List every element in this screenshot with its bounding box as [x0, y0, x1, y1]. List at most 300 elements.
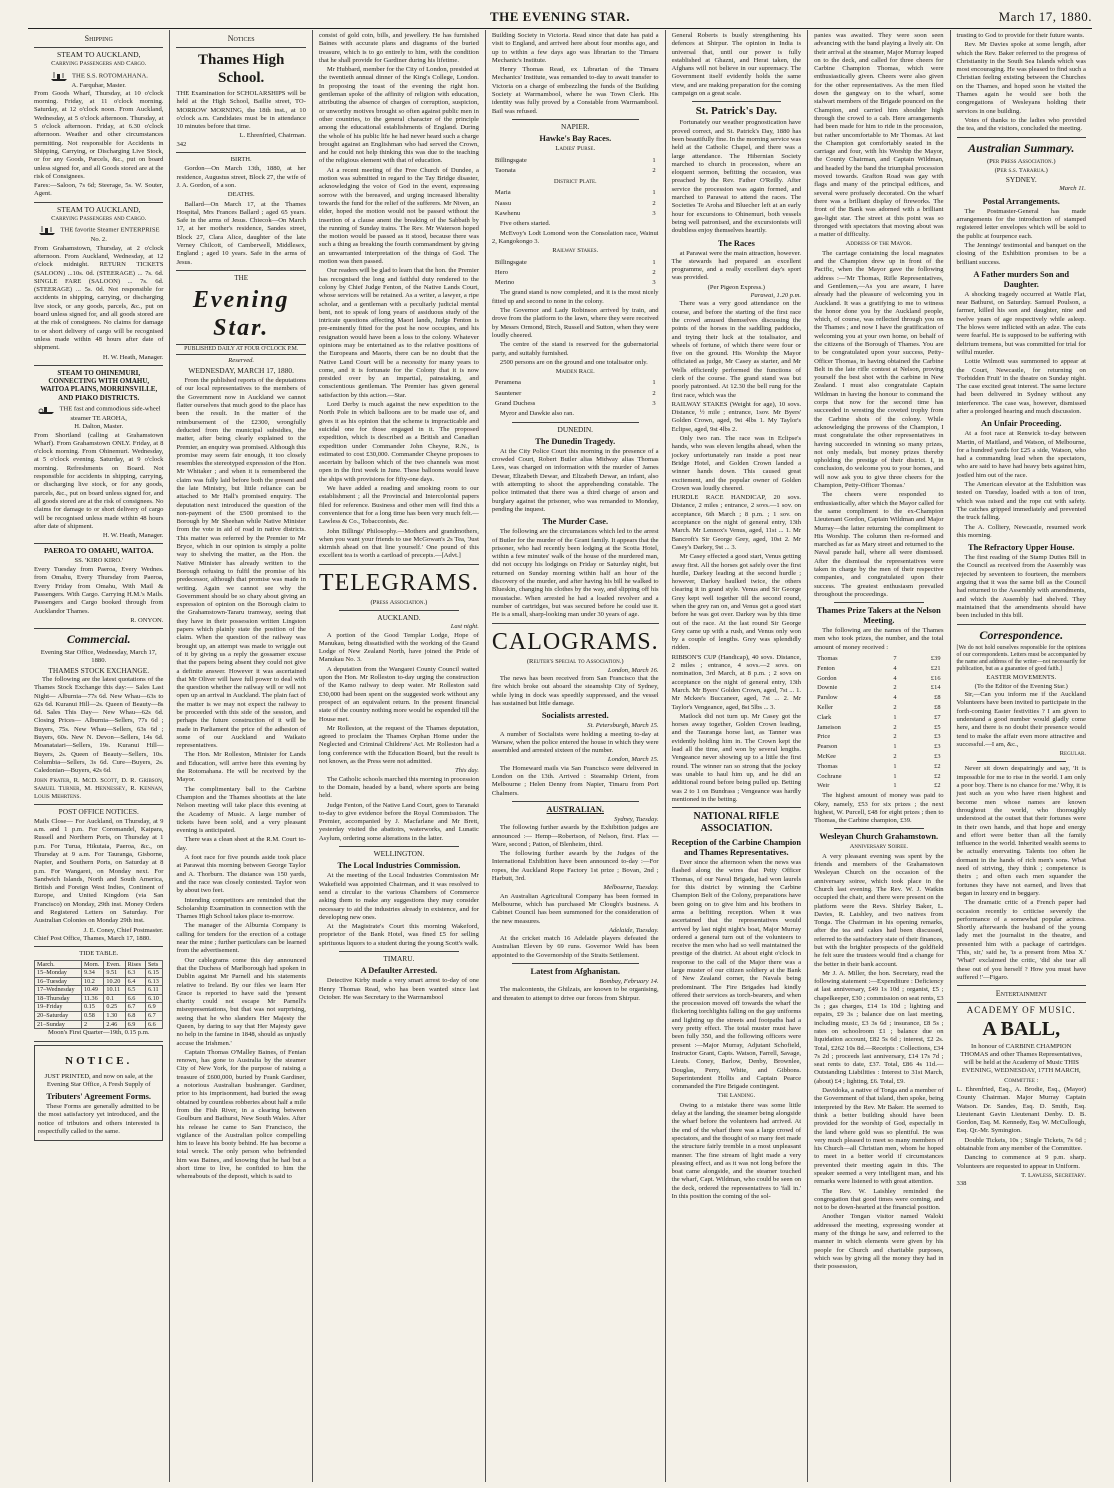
news-tea-advert: John Billings' Philosophy.—Mothers and grandmothers, when you want your friends to use McGowan's 2s Tea, 'Just skirnish ahead on that line yourself.' One pound of this excellent tea is worth a cartload of precepts.—[Advt.] — [318, 527, 479, 560]
divider — [957, 624, 1086, 625]
tide-cell: 6.10 — [145, 994, 163, 1003]
column-4 — [486, 30, 666, 1482]
horse-name: Billingsgate — [494, 156, 527, 164]
divider — [957, 1002, 1086, 1003]
placing: 1 — [652, 189, 656, 197]
race-name: District Plate. — [553, 178, 597, 186]
divider — [319, 564, 479, 565]
ship-master: A. Farquhar, Master. — [71, 81, 126, 89]
socialists-heading: Socialists arrested. — [541, 711, 609, 721]
news-baines: Captain Thomas O'Malley Baines, of Fenian renown, has gone to Australia by the steamer City of New York, for the purpose of raising a treasure of £600,000, buried by Frank Gardiner, a notorious Australian bushranger. Gardiner, prior to his imprisonment, had buried the swag obtained by countless robberies about half a mile from the Fish River, in a clearing between Goulburn and Bathurst, New South Wales. After his release he came to San Francisco, the vigilance of the Australian police compelling him to leave his booty behind. He has become a total wreck. The only person who befriended him was Baines, and knowing that he had but a short time to live, he confided to him the whereabouts of the deposit, which is said to — [176, 1048, 306, 1181]
news-finances: Mr J. A. Miller, the hon. Secretary, read the following statement :—Expenditure : Deficiency at last anniversary, £49 1s 10d ; organist, £5 ; chapelkeeper, £30 ; commission on seat rents, £3 3s ; gas charges, £14 1s 10d ; lighting and repairs, £9 3s ; balance due on last meeting, including music, £3 3s 6d ; insurance, £8 5s ; rates on schoolroom £1 ; balance due on liquidation account, £82 5s 6d ; interest, £2 2s. Total, £262 10s 8d.—Receipts : Collections, £34 7s 2d ; proceeds last anniversary, £14 17s 7d ; seat rents to date, £37. Total, £86 4s 11d.—Outstanding Liabilities : Interest to 31st March, (about) £4 ; lighting, £6. Total, £9. — [814, 969, 944, 1085]
tide-cell: 0.1 — [104, 994, 125, 1003]
reception-heading: Reception of the Carbine Champion and Thames Representatives. — [671, 838, 802, 858]
divider — [339, 846, 459, 847]
prize-count: 1 — [893, 772, 897, 780]
prize-row — [816, 704, 941, 712]
prize-count: 2 — [893, 684, 897, 692]
news-waloki: Another Tongan visitor named Waloki addressed the meeting, expressing wonder at many of the things he saw, and referred to the manner in which elements were given by his people for Church and charitable purposes, which was by giving all the money they had in their possession, — [814, 1213, 944, 1271]
divider — [834, 828, 923, 829]
news-wangarei: A deputation from the Wangarei County Council waited upon the Hon. Mr Rolleston to-day urging the construction of the Kamo railway to deep water. Mr Rolleston said £30,000 had been spent on the suggested work without any prospect of an equivalent return. In the present financial state of the country nothing more would be expended till the House met. — [318, 665, 479, 723]
divider — [512, 801, 639, 802]
tide-cell: 21–Sunday — [35, 1020, 82, 1029]
ship-te-aroha — [34, 403, 163, 423]
ship-fares: Fares:—Saloon, 7s 6d; Steerage, 5s. W. Souter, Agent. — [34, 182, 164, 198]
news-trust: trusting to God to provide for their future wants. — [956, 32, 1085, 39]
telegrams-subheading: (Press Association.) — [370, 598, 428, 606]
ship-schedule: From Grahamstown, Thursday, at 2 o'clock afternoon. From Auckland, Wednesday, at 12 o'clock midnight. RETURN TICKETS (SALOON) ...10s. 0d. (STEERAGE) ... 7s. 6d. SINGLE FARE (SALOON) ... 7s. 6d. (STEERAGE) ... 5s. 0d. Not responsible for accidents in shipping, carrying, or discharging live stock, or any goods, parcels, &c., put on board unless signed for, and all goods stored are at the risk of consignees. No claims for damage to or short delivery of cargo will be recognised unless made within 48 hours after date of shipment. — [34, 244, 164, 352]
result-row — [494, 390, 657, 398]
steamship-icon — [37, 403, 55, 415]
tide-cell: 6.7 — [125, 1003, 145, 1012]
news-foot-race: A foot race for five pounds aside took place at Parawai this morning between George Taylor and A. Thorburn. The distance was 150 yards, and the race was closely contested. Taylor won by about two feet. — [176, 854, 306, 895]
news-maori-lands: Our readers will be glad to learn that the hon. the Premier has recognised the long and faithful duty rendered to the colony by Chief Judge Fenton, of the Native Lands Court, whose services will be retained. As a writer, a lawyer, a ripe scholar, and a gentleman with a peculiarly judicial mental bent, not to speak of long years of assiduous study of the intricate questions affecting Maori lands, Judge Fenton is pre-eminently fitted for the post he now occupies, and his resignation would have been a loss to the colony. Whatever opinions may be entertained as to the relative positions of the Europeans and Maoris, there can be no doubt that the Native Land Court will be a necessity for many years to come, and it is fortunate for the Colony that it is now presided over by an impartial, painstaking, and conscientious gentleman. The Premier has given general satisfaction by this action.—Star. — [318, 267, 479, 399]
notice-tail: These Forms are generally admitted to be the most satisfactory yet introduced, and the notice of tributors and others interested is respectfully called to the same. — [38, 1103, 160, 1136]
dateline: London, March 16. — [607, 666, 659, 674]
australian-heading: AUSTRALIAN. — [546, 804, 604, 814]
result-row — [494, 189, 657, 197]
the-label: THE — [234, 273, 248, 282]
notice-item: Tributers' Agreement Forms. — [46, 1092, 152, 1102]
race-results — [492, 377, 659, 410]
unfair-heading: An Unfair Proceeding. — [981, 419, 1062, 429]
dateline: Melbourne, Tuesday. — [603, 884, 659, 892]
tide-cell: 16–Tuesday — [35, 977, 82, 986]
news-mayor-address: The carriage containing the local magnates and the Champion drew up in front of the Pacific, when the Mayor gave the following address :—'Mr Thomas, Rifle Representatives, and Gentlemen,—As you are aware, I have already had the pleasure of welcoming you in Auckland. It was a gratifying to me to witness the honor done you by the Auckland people, which, of course, was reflected through you on the Thames ; and now I have the gratification of welcoming you at your own home, on behalf of the citizens of the Borough of Thames. You are to be congratulated upon your success, Petty-Officer Thomas, in having obtained the Carbine Belt in the late rifle contest at Nelson, proving yourself the best shot with the carbine in New Zealand. I must also congratulate Captain Wildman in having the honour to command the corps that now for the second time has succeeded in wresting the coveted trophy from the Carbine shots of the colony. While acknowledging the prowess of the Champion, I must congratulate the other representatives in having succeeded in winning so many prizes, not only medals, but money prizes thereby upholding the prestige of their district. I, in conclusion, do welcome you to your homes, and will now ask you to give three cheers for the Champion, Petty-Officer Thomas.' — [814, 249, 944, 490]
prize-row — [816, 773, 941, 781]
paper-date: March 17, 1880. — [998, 9, 1092, 24]
tide-column-header: Even. — [104, 960, 125, 969]
prize-winner: McKee — [817, 753, 836, 761]
horse-name: Taonata — [494, 166, 516, 174]
race-note: Five others started. — [499, 220, 551, 228]
tide-cell: 6.9 — [145, 1003, 163, 1012]
news-davies: Rev. Mr Davies spoke at some length, after which the Rev. Baker referred to the progress of Christianity in the South Sea Islands which was most encouraging. He was pleased to find such a Christian feeling existing between the Churches on the Thames, and hoped soon he visited the Thames again he would see both the congregations of Wesleyans holding their services in one building. — [956, 41, 1086, 115]
prize-amount: £5 — [934, 723, 941, 731]
tide-cell: 10.11 — [104, 986, 125, 995]
summary-source: (Per Press Association.) — [986, 157, 1056, 165]
prize-amount: £2 — [934, 782, 941, 790]
ball-dancing: Dancing to commence at 9 p.m. sharp. Volunteers are requested to appear in Uniform. — [956, 1154, 1086, 1170]
prize-table — [814, 653, 943, 792]
horse-name: Merino — [494, 279, 515, 287]
prize-summary: The highest amount of money was paid to Okey, namely, £53 for six prizes ; the next highest, W. Purcell, £48 for eight prizes ; then to Thomas, the Carbine champion, £39. — [814, 792, 944, 825]
entertainment-heading: Entertainment — [995, 989, 1047, 999]
placing: 2 — [652, 199, 656, 207]
dateline: March 11. — [1059, 185, 1086, 193]
prize-count: 1 — [893, 713, 897, 721]
dunedin-heading: DUNEDIN. — [557, 424, 594, 434]
tide-cell: 6.9 — [125, 1020, 145, 1029]
column-5 — [666, 30, 808, 1482]
prize-row — [816, 763, 941, 771]
post-office-notices: Mails Close— For Auckland, on Thursday, at 9 a.m. and 1 p.m. For Coromandel, Kaipara, Russell and Northern Ports, on Thursday at 1 p.m. For Turua, Hikutaia, Paeroa, &c., on Thursday at 9 a.m. For Tauranga, Gisborne, Napier, and Southern Ports, on Saturday at 8 p.m. For Wangarei, on Monday next. For Sandwich Islands, North and South America, British and Foreign West Indies, Continent of Europe, and United Kingdom (via San Francisco) on Monday, 29th inst. Money Orders and Registered Letters on Saturday. For Australian Colonies on Monday 29th inst. — [34, 817, 164, 925]
news-unfair: At a foot race at Renwick to-day between Martin, of Maitland, and Watson, of Melbourne, for a hundred yards for £25 a side, Watson, who had a commanding lead when the spectators, who are said to have had heavy bets against him, jostled him out of the race. — [956, 430, 1086, 479]
ship-schedule: From Goods Wharf, Thursday, at 10 o'clock morning. Friday, at 11 o'clock morning. Saturday, at 12 o'clock noon. From Auckland, Wednesday, at 5 o'clock afternoon. Thursday, at 5 o'clock afternoon. Friday, at 6.30 o'clock afternoon. Weather and other circumstances permitting. Not responsible for Accidents in Shipping, Carrying, or Discharging Live Stock, or for any Goods, Parcels, &c., put on board unless signed for, and all Goods stored are at the risk of Consignees. — [34, 89, 164, 180]
prize-count: 4 — [893, 694, 897, 702]
result-row — [494, 269, 657, 277]
steam-heading: STEAM TO AUCKLAND, — [56, 204, 141, 214]
race-hurdle: HURDLE RACE HANDICAP, 20 sovs. Distance, 2 miles ; entrance, 2 sovs.—1 sov. on acceptance, 6th March ; 8 p.m. ; 1 sov. on acceptance on the night of general entry, 13th March. Mr Lennox's Venus, aged, 11st ... 1. Mr Bancroft's Sir George Grey, aged, 10st 2. Mr Casey's Darkey, 9st ... 3. — [671, 494, 802, 551]
prize-count: 2 — [893, 704, 897, 712]
prize-amount: £2 — [934, 772, 941, 780]
landing-heading: The Landing. — [717, 1092, 756, 1100]
tide-cell: 9.34 — [82, 969, 104, 978]
race-railway-stakes: RAILWAY STAKES (Weight for age), 10 sovs. Distance, ½ mile ; entrance, 1sov. Mr Byers' Golden Crown, aged, 9st 4lbs 1. My Taylor's Eclipse, aged, 9st 4lbs 2. — [671, 400, 802, 433]
divider — [957, 137, 1086, 138]
school-notice: THE Examination for SCHOLARSHIPS will be held at the High School, Baillie street, TO-MORROW MORNING, the 18th inst., at 10 o'clock a.m. Candidates must be in attendance 10 minutes before that time. — [176, 90, 306, 131]
ship-name: THE favorite Steamer ENTERPRISE No. 2. — [60, 226, 160, 244]
news-races: at Parawai were the main attraction, however. The stewards had prepared an excellent programme, and a really excellent day's sport was provided. — [671, 249, 802, 282]
placing: 3 — [652, 399, 656, 407]
notice-text: JUST PRINTED, and now on sale, at the Evening Star Office, A Fresh Supply of — [44, 1072, 153, 1088]
placing: 2 — [652, 268, 656, 276]
steamship-icon — [38, 224, 56, 236]
sydney-heading: SYDNEY. — [1005, 175, 1037, 185]
news-votes: Votes of thanks to the ladies who provided the tea, and the visitors, concluded the meeting. — [956, 116, 1086, 133]
news-soiree: A very pleasant evening was spent by the friends and members of the Grahamstown Wesleyan Church on the occasion of the anniversary soiree, which took place in the Church last evening. The Rev. W. J. Watkin occupied the chair, and there were present on the platform were the Revs. Shirley Baker, L. Davies, R. Laishley, and two natives from Tonga. The Chairman in his opening remarks, after the tea and cakes had been discussed, referred to the satisfactory state of their finances, but with the brighter prospects of the goldfield he felt sure the trustees would find a change for the better in their bank account. — [814, 852, 944, 968]
tide-table — [34, 960, 163, 1030]
horse-name: Peramena — [494, 379, 521, 387]
tide-column-header: Sets — [145, 960, 163, 969]
news-cheers: The cheers were responded to enthusiastically, after which the Mayor called for the same compliment to the ex-Champion Lieutenant Gordon, Captain Wildman and Major Murray—the latter returning the compliment to His Worship. The column then re-formed and marched as far as Mary street and returned to the Naval parade hall, where all were dismissed. After the dismissal the representatives were taken in charge by the men of their respective companies, and congratulated upon their success. The greatest enthusiasm prevailed throughout the proceedings. — [814, 491, 944, 598]
news-postal: The Postmaster-General has made arrangements for the introduction of stamped registered letter envelopes which will be sold to the public at fourpence each. — [956, 207, 1086, 240]
postal-heading: Postal Arrangements. — [982, 196, 1060, 206]
news-court: There was a clean sheet at the R.M. Court to-day. — [176, 836, 306, 852]
result-row — [494, 167, 657, 175]
tide-table-heading: TIDE TABLE. — [79, 950, 119, 958]
news-defaulter: Detective Kirby made a very smart arrest to-day of one Henry Thomas Read, who has been wanted since last October. He was Secretary to the Warrnambool — [318, 977, 479, 1001]
correspondence-note: [We do not hold ourselves responsible for the opinions of our correspondents. Letters must be accompanied by the name and address of the writer—not necessarily for publication, but as a guarantee of good faith.] — [956, 644, 1086, 672]
column-2 — [170, 30, 312, 1482]
prize-count: 2 — [893, 733, 897, 741]
placing: 1 — [652, 156, 656, 164]
tide-cell: 0.15 — [82, 1003, 104, 1012]
tide-cell: 6.6 — [125, 994, 145, 1003]
tide-row — [35, 1012, 163, 1021]
publication-line: PUBLISHED DAILY AT FOUR O'CLOCK P.M. — [176, 344, 305, 354]
horse-name: Grand Duchess — [494, 399, 536, 407]
race-results — [492, 187, 659, 220]
horse-name: Nassu — [494, 199, 512, 207]
ship-schedule: From Shortland (calling at Grahamstown Wharf). From Grahamstown ONLY. Friday, at 8 o'clock morning. From Ohinemuri. Wednesday, at 5 o'clock evening. Saturday, at 9 o'clock morning. Refreshments on Board. Not responsible for accidents in shipping, carrying, or discharging live stock, or for any goods, parcels, &c., put on board unless signed for, and all goods stored are at the risk of consignees. No claims for damage to or short delivery of cargo will be recognised unless made within 48 hours after date of shipment. — [34, 431, 164, 530]
news-grandstand: The grand stand is now completed, and it is the most nicely fitted up and second to none in the colony. — [491, 289, 659, 305]
news-tragedy: At the City Police Court this morning in the presence of a crowded Court, Robert Butler alias Midway alias Thomas Lees, was charged on information with the murder of James Dewar, Elizabeth Dewar, and Elizabeth Dewar, an infant, also with attempting to shoot the apprehending constable. The police intimated that there was a third charge of arson and burglary against the prisoner, who was remanded to Monday, pending the inquest. — [491, 447, 659, 513]
result-row — [494, 379, 657, 387]
prize-amount: £8 — [934, 704, 941, 712]
telegrams-heading: TELEGRAMS. — [318, 569, 479, 596]
news-father-murders: A shocking tragedy occurred at Wattle Flat, near Bathurst, on Saturday. Samuel Poulson, a farmer, killed his son and daughter, nine and twelve years of age respectively while asleep. The blows were inflicted with an adze. The cuts were fearful. He is supposed to be suffering with delirium tremens, but was committed for trial for wilful murder. — [956, 290, 1086, 356]
divider — [512, 119, 639, 120]
deaths-notice: Ballard—On March 17, at the Thames Hospital, Mrs Frances Ballard ; aged 65 years. Safe in the arms of Jesus. Chiecok—On March 17, at her mother's residence, Sandes street, Block 27, Clara Alice, daughter of the late Verney Chilcott, of Camberwell, Middlesex, England ; aged 10 years. Safe in the arms of Jesus. — [176, 200, 306, 266]
divider — [34, 946, 163, 947]
address-heading: Address of the Mayor. — [845, 240, 912, 248]
tide-cell: 0.58 — [82, 1012, 104, 1021]
divider — [834, 602, 923, 603]
tide-cell: 6.5 — [125, 986, 145, 995]
news-dramatic-critic: The dramatic critic of a French paper had occasion recently to criticise severely the performance of a somewhat popular actress. Shortly afterwards the husband of the young lady met the journalist in the theatre, and presented him with a package of cartridges. 'This, sir,' said he, 'is a present from Miss X.' 'What!' exclaimed the critic, 'did she tear all these out of you herself ? How you must have suffered !'—Figaro. — [956, 899, 1086, 981]
ship-signature: H. W. Heath, Manager. — [102, 353, 164, 361]
ship-master: H. Dalton, Master. — [74, 423, 124, 431]
column-7 — [951, 30, 1092, 1482]
news-colliery: The A. Colliery, Newcastle, resumed work this morning. — [956, 523, 1086, 539]
dateline: Last night. — [450, 623, 479, 631]
result-row — [494, 200, 657, 208]
tide-column-header: March. — [35, 960, 82, 969]
murder-heading: The Murder Case. — [542, 517, 609, 527]
news-roberts: General Roberts is busily strengthening his defences at Shirpur. The opinion in India is universal that, until our power is fully established at Ghazni, and Herat taken, the Afghans will not believe in our supremacy. The Government itself evidently holds the same view, and are making preparation for the coming campaign on a great scale. — [671, 32, 802, 98]
news-upper-house: The first reading of the Stamp Duties Bill in the Council as received from the Assembly was rejected by seventeen to fourteen, the members arguing that it was the same bill as the Council had returned to the Assembly with amendments, and which the Assembly had shelved. They maintained that the amendments should have been included in this bill. — [956, 554, 1086, 620]
news-local-industries: At the meeting of the Local Industries Commission Mr Wakefield was appointed Chairman, and it was resolved to send a circular to the various Chambers of Commerce asking them to make any suggestions they may consider necessary to aid the industries already in existence, and for developing new ones. — [318, 872, 479, 921]
news-mails: The Homeward mails via San Francisco were delivered in London on the 13th. Arrived : Steamship Orient, from Melbourne ; Helen Denny from Napier, Timaru from Port Chalmers. — [491, 764, 659, 797]
prize-winner: Thomas — [817, 655, 838, 663]
news-good-templar: A portion of the Good Templar Lodge, Hope of Manukau, being dissatisfied with the working of the Grand Lodge of New Zealand North, have joined the Pride of Manukau No. 3. — [318, 631, 479, 664]
st-patricks-heading: St. Patrick's Day. — [695, 105, 777, 118]
tragedy-heading: The Dunedin Tragedy. — [535, 436, 616, 446]
advert-number: 338 — [956, 1180, 967, 1188]
wesleyan-heading: Wesleyan Church Grahamstown. — [819, 832, 939, 842]
birth-heading: BIRTH. — [230, 156, 252, 164]
news-rolleston: The Hon. Mr Rolleston, Minister for Lands and Education, will arrive here this evening by the Rotomahana. He will be received by the Mayor. — [176, 751, 306, 784]
divider — [176, 270, 305, 271]
prize-amount: £39 — [930, 655, 941, 663]
masthead — [28, 6, 1092, 29]
placing: 1 — [652, 258, 656, 266]
news-jennings: The Jennings' testimonial and banquet on the closing of the Exhibition promises to be a brilliant success. — [956, 241, 1086, 266]
commercial-dateline: Evening Star Office, Wednesday, March 17, 1880. — [40, 649, 157, 665]
prize-count: 7 — [893, 655, 897, 663]
brokers-list: John Frater, R. McD. Scott, D. R. Gribson, Samuel Turner, M. Hennessey, R. Kennan, Louis Mehrtens. — [34, 776, 164, 801]
news-catholic: The Catholic schools marched this morning in procession to the Domain, headed by a band, where sports are being held. — [318, 775, 479, 800]
tide-cell: 0.25 — [104, 1003, 125, 1012]
prize-row — [816, 714, 941, 722]
prize-amount: £21 — [930, 664, 941, 672]
reserved-label: Reserved. — [228, 356, 255, 364]
prize-winner: Weir — [817, 782, 830, 790]
news-free-church: At a recent meeting of the Free Church of Dundee, a motion was submitted in regard to the Tay Bridge disaster, acknowledging the voice of God in the event, expressing sorrow with the bereaved, and urging increased liberality towards the fund for the relief of the sufferers. Mr Niven, an elder, hoped the motion would not be passed without the insertion of a clause anent the breaking of the Sabbath by the running of Sunday trains. The Rev. Mr Waterson hoped the motion would be passed as it stood, because there was such a thing as breaking the fourth commandment by giving an unwarranted interpretation of the things of God. The motion was then passed. — [318, 166, 479, 266]
shipping-heading: Shipping — [84, 34, 113, 43]
news-scholarship: Intending competitors are reminded that the Scholarship Examination in connection with the Thames High School takes place to-morrow. — [176, 896, 306, 921]
paeroa-schedule: Every Tuesday from Paeroa, Every Wednes. from Omahu, Every Thursday from Paeroa, Every Friday from Omahu, With Mail & Passengers. With Cargo. Carrying H.M.'s Mails. Passengers and Cargo booked through from Aucklandor Thames. — [34, 566, 164, 615]
news-socialists: A number of Socialists were holding a meeting to-day at Warsaw, when the police entered the house in which they were assembled and arrested sixteen of the number. — [491, 730, 659, 755]
divider — [34, 47, 163, 48]
news-murder: The following are the circumstances which led to the arrest of Butler for the murder of the Grant family. It appears that the prisoner, who had recently been lodging at the Scotia Hotel, within a few minutes' walk of the house of the murdered man, did not occupy his lodgings on Friday or Saturday night, but returned on Sunday morning within half an hour of the discovery of the murder, and after having his bill he walked to Blueskin, changing his clothes by the way, and slipping off his moustache. When arrested he had a loaded revolver and a number of cartridges, but was secured before he could use it. He is a small, sharp-looking man under 30 years of age. — [491, 528, 659, 619]
news-elevator: The American elevator at the Exhibition was tested on Tuesday, loaded with a ton of iron, which was raised and the rope cut with safety. The catches gripped immediately and prevented the truck falling. — [956, 481, 1086, 522]
prize-row — [816, 675, 941, 683]
post-office-heading: POST OFFICE NOTICES. — [58, 807, 139, 817]
divider — [977, 761, 1066, 762]
divider — [34, 543, 163, 544]
divider — [34, 365, 163, 366]
column-3 — [313, 30, 486, 1482]
notice-box — [34, 1045, 163, 1142]
prize-amount: £8 — [934, 694, 941, 702]
horse-name: Hero — [494, 268, 509, 276]
divider — [34, 1041, 163, 1042]
news-landing: Owing to a mistake there was some little delay at the landing, the steamer being alongside the wharf before the volunteers had arrived. At the end of the wharf there was a large crowd of spectators, and the thought of so many feet made the structure fairly tremble in a most unpleasant manner. The fine stream of light made a very pleasing effect, and as it was not long before the boat came alongside, and the steamer touched the wharf, Capt. Wildman, who could be seen on the deck, ordered the representatives to 'fall in.' In this position the coming of the sol- — [671, 1101, 802, 1200]
news-coins: consist of gold coin, bills, and jewellery. He has furnished Baines with accurate plans and diagrams of the buried treasure, which is to go entirely to him, with the condition that he shall provide for Gardiner during his lifetime. — [318, 32, 479, 64]
news-st-patricks: Fortunately our weather prognostication have proved correct, and St. Patrick's Day, 1880 has been beautifully fine. In the morning service was held at the Catholic Chapel, and there was a large attendance. The Hibernian Society marched to church in procession, where an eloquent sermon, befitting the occasion, was preached by the Rev. Father O'Reilly. After service the procession was again formed, and marched to Parawai to attend the races. The Societies Te Aroha and Bluecher left at an early hour for excursions to Ohinemuri, both vessels being well patronised, and the excursionists will doubtless enjoy themselves heartily. — [671, 119, 802, 235]
race-report: Only two ran. The race was in Eclipse's hands, who was eleven lengths ahead, when the jockey unfortunately ran inside a post near Bridge Hotel, and Golden Crown landed a winner hands down. This caused great excitement, and the popular owner of Golden Crown was loudly cheered. — [671, 435, 802, 492]
ball-text: In honour of CARBINE CHAMPION THOMAS and other Thames Representatives, will be held at the Academy of Music THIS EVENING, WEDNESDAY, 17TH MARCH, — [960, 1042, 1083, 1075]
wellington-heading: WELLINGTON. — [373, 849, 425, 859]
prize-amount: £7 — [934, 713, 941, 721]
steamship-icon — [50, 70, 68, 82]
prize-winner: Downie — [817, 684, 838, 692]
summary-source: (Per s.s. Tararua.) — [994, 166, 1048, 174]
column-1 — [28, 30, 170, 1482]
news-reading-room: We have added a reading and smoking room to our establishment ; all the Provincial and Intercolonial papers filed for reference. Business and other men will find this a convenience that for a long time has been very much felt.—Lawless & Co., Tobacconists, &c. — [318, 485, 479, 526]
letter-easter: Sir,—Can you inform me if the Auckland Volunteers have been invited to participate in the forth-coming Easter festivities ? I am given to understand a good number would gladly come here, and there is no doubt their presence would tend to make the affair even more attractive and successful.—I am, &c., — [956, 691, 1086, 748]
tide-column-header: Morn. — [82, 960, 104, 969]
placing: 2 — [652, 166, 656, 174]
birth-notice: Gordon—On March 13th, 1880, at her residence, Augustus street, Block 27, the wife of J. A. Gordon, of a son. — [176, 165, 306, 189]
editorial-date: WEDNESDAY, MARCH 17, 1880. — [188, 365, 294, 375]
steam-heading: STEAM TO AUCKLAND, — [56, 50, 141, 59]
stock-report: The following are the latest quotations of the Thames Stock Exchange this day:— Sales Last Night— Alburnia—77s 6d. New Whau—63s to 62s 6d. Kuranui Hill—2s. Queen of Beauty—8s 6d. Sales This Day— New Whau—62s 6d. Closing Prices— Alburnia—Sellers, 77s 6d ; Buyers, 75s. New Whau—Sellers, 63s 6d ; Buyers, 60s. New N. Devon—Sellers, 14s 6d. Moanataiari—Sellers, 19s. Kuranui Hill—Buyers, 2s. Queen of Beauty—Sellers, 10s. Columbia—Sellers, 3s 6d. Cure—Buyers, 2s. Caledonian—Buyers, 42s 6d. — [34, 676, 164, 775]
dateline: Bombay, February 14. — [599, 978, 659, 986]
tide-cell: 17–Wednesday — [35, 986, 82, 995]
race-name: Railway Stakes. — [552, 247, 599, 255]
letter-signature: Regular. — [1059, 750, 1086, 758]
horse-name: Billingsgate — [494, 258, 527, 266]
napier-heading: NAPIER. — [560, 121, 590, 131]
news-hubbard: Mr Hubbard, member for the City of London, presided at the twentieth annual dinner of the King's College, London. In proposing the toast of the evening the right hon. gentleman spoke of the affinity of religion with education, attributing the absence of charges of corruption, suspicion, or unworthy motives brought so often against public men in other countries, to the general character of the principle among the educational establishments of England. During the whole of his public life he had never heard such a charge brought against an Englishman who had served the Crown, and he could not help thinking this was due to the teaching of the religious element with that of education. — [318, 66, 479, 165]
prize-amount: £3 — [934, 743, 941, 751]
timaru-heading: TIMARU. — [383, 953, 415, 963]
horse-name: Maria — [494, 189, 511, 197]
pigeon-express: (Per Pigeon Express.) — [707, 283, 765, 291]
calograms-heading: CALOGRAMS. — [491, 628, 659, 655]
tide-row — [35, 1020, 163, 1029]
news-tongan-visitor: Davidoka, a native of Tonga and a member of the Government of that island, then spoke, being interpreted by the Rev. Mr Baker. He seemed to think a better building should have been provided for the worship of God, especially in the land where gold was so plentiful. He was very much pleased to meet so many members of his Church—all Christian men, whom he hoped to meet in a better world if circumstances prevented their meeting again in this. The speaker seemed a very intelligent man, and his remarks were listened to with great attention. — [814, 1087, 944, 1186]
academy-heading: ACADEMY OF MUSIC. — [966, 1005, 1076, 1016]
tide-row — [35, 994, 163, 1003]
news-building-society: Building Society in Victoria. Read since that date has paid a visit to England, and arrived here about four months ago, and up to within a few days ago was librarian to the Timaru Mechanic's Institute. — [491, 32, 659, 64]
tide-cell: 2.46 — [104, 1020, 125, 1029]
prize-row — [816, 665, 941, 673]
news-laishley: The Rev. W. Laishley reminded the congregation that good times were coming, and not to be down-hearted at the financial position. — [814, 1187, 944, 1212]
news-alburnia: The manager of the Alburnia Company is calling for tenders for the erection of a cottage near the mine ; further particulars can be learned from the advertisement. — [176, 922, 306, 955]
upper-house-heading: The Refractory Upper House. — [968, 543, 1075, 553]
editorial: From the published reports of the deputations of our local representatives to the members of the Government now in Auckland we cannot flatter ourselves that much good to the place has been the result. In the matter of the reimbursement of the £2300, wrongfully deducted from the municipal subsidies, the matter, after being clearly explained to the Premier, an enquiry was promised. Although this promise may seem fair enough, it too closely resembles the stereotyped expression of the Hon. Mr Whitaker ; and when it is remembered the claim was fully laid before both the present and the late Ministry, but little reliance can be attached to Mr Hall's promised enquiry. The deputation next introduced the question of the non-payment of the £500 promised to the Borough by Mr Sheehan while Native Minister from the vote in aid of road in native districts. This matter was referred by the Premier to Mr Bryce, which in our opinion is simply a polite way to shelving the matter, as the Hon. the Native Minister has already written to the Borough refusing to fulfil the promise of his predecessor, although that promise was made in writing. Again we cannot see why the Government should be so chary about giving an expression of opinion on the Borough claim to the Grahamstown-Tararu tramway, seeing that they have in their possession written Lingston papers which plainly state the position of the claim. When the question of the railway was brought up, an attempt was made to wriggle out of it by giving us a reply the gossamer excuse that the papers being absent they could not give a definite answer. However it was ascertained that Mr Oliver will have full power to deal with the question whether the railway will or will not open up an arrival in Auckland. The plain fact of the matter is we may not expect the railway to be proceeded with this side of the session, and perhaps the future construction of it will be made in Parliament the price of the adhesion of some of our Auckland and Waikato representatives. — [176, 377, 306, 750]
prize-amount: £16 — [930, 674, 941, 682]
steam-subheading: Carrying Passengers and Cargo. — [51, 60, 147, 68]
races-heading: The Races — [717, 238, 755, 248]
news-adelaide: At the cricket match 16 Adelaide players defeated the Australian Eleven by 69 runs. Governor Weld has been appointed to the Governorship of the Straits Settlement. — [491, 935, 659, 959]
tide-cell: 6.8 — [125, 1012, 145, 1021]
ship-enterprise — [34, 224, 163, 244]
divider — [672, 807, 801, 808]
dateline: St. Petersburgh, March 15. — [587, 722, 659, 730]
prize-row — [816, 753, 941, 761]
tide-cell: 1.30 — [104, 1012, 125, 1021]
dateline: Adelaide, Tuesday. — [608, 926, 659, 934]
news-cablegram: Our cablegrams come this day announced that the Duchess of Marlborough had spoken in Dublin against Mr Parnell and his statements relative to Ireland. By our files we learn Her Grace is reported to have said the 'present charity could not escape Mr Parnell's misrepresentations, but that was not surprising, seeing that he who slanders Her Majesty the Queen, by daring to say that Her Majesty gave no help in the famine in 1848, should as unjustly accuse the Irishmen.' — [176, 956, 306, 1047]
prize-count: 2 — [893, 723, 897, 731]
horse-name: Sauntener — [494, 389, 522, 397]
news-city-of-sydney: The news has been received from San Francisco that the fire which broke out aboard the steamship City of Sydney, while lying in dock was speedily suppressed, and the vessel has sustained but little damage. — [491, 675, 659, 707]
columns — [28, 30, 1092, 1482]
tide-row — [35, 977, 163, 986]
column-6 — [808, 30, 950, 1482]
placing: 1 — [652, 379, 656, 387]
race-report: Mr Casey effected a good start, Venus getting away first. All the horses got safely over the first hurdle, Darkey leading at the second hurdle ; however, Darkey baulked twice, the others clearing it in grand style. Venus and Sir George Grey kept well together till the second round, when the grey ran on, and Venus got a good start before he was got over. Darkey was by this time out of the race. At the last round Sir George Grey came up with a rush, and Venus only won by a couple of lengths. Grey was splendidly ridden. — [671, 553, 802, 652]
tide-cell: 6.6 — [145, 1020, 163, 1029]
tide-cell: 20–Saturday — [35, 1012, 82, 1021]
prize-amount: £2 — [934, 762, 941, 770]
news-exhibition-awards: The following further awards by the Exhibition judges are announced :— Hemp—Robertson, of Nelson, first. Flax —Ware, second ; Patton, of Blenheim, third. — [491, 824, 659, 848]
prize-row — [816, 684, 941, 692]
prize-winner: Clark — [817, 713, 832, 721]
ship-name: THE S.S. ROTOMAHANA. — [72, 72, 148, 80]
prize-count: 4 — [893, 664, 897, 672]
notices-heading: Notices — [227, 34, 255, 43]
tide-cell: 11.36 — [82, 994, 104, 1003]
prize-winner: Fenton — [817, 664, 835, 672]
tide-cell: 6.13 — [145, 977, 163, 986]
committee-heading: Committee : — [1004, 1076, 1039, 1084]
news-rolleston-deputation: Mr Rolleston, at the request of the Thames deputation, agreed to proclaim the Thames Orphan Home under the Neglected and Criminal Childrens' Act. Mr Rolleston had a long conference with the Education Board, but the result is not known, as the Press were not admitted. — [318, 724, 479, 766]
prize-winner: Parslow — [817, 694, 838, 702]
deaths-heading: DEATHS. — [227, 191, 255, 199]
rifle-association-heading: NATIONAL RIFLE ASSOCIATION. — [693, 811, 780, 835]
paeroa-heading: PAEROA TO OMAHU, WAITOA. — [43, 546, 154, 556]
news-governor: The Governor and Lady Robinson arrived by train, and drove from the platform to the lawn, where they were received by Messrs Ormond, Birch, Russell and Sutton, when they were loudly cheered. — [491, 307, 659, 339]
divider — [34, 628, 163, 629]
australian-summary-heading: Australian Summary. — [968, 140, 1075, 155]
tide-cell: 10.20 — [104, 977, 125, 986]
correspondence-heading: Correspondence. — [979, 627, 1064, 642]
prize-winner: Pearson — [817, 743, 838, 751]
race-name: Maiden Race. — [555, 368, 595, 376]
tide-cell: 2 — [82, 1020, 104, 1029]
race-name: Ladies' Purse. — [555, 145, 596, 153]
divider — [339, 951, 459, 952]
divider — [492, 623, 659, 624]
result-row — [494, 157, 657, 165]
tide-row — [35, 1003, 163, 1012]
prize-amount: £3 — [934, 753, 941, 761]
prize-count: 2 — [893, 753, 897, 761]
committee-names: L. Ehrenfried, Esq., A. Brodie, Esq., (Mayor) County Chairman. Major Murray Captain Watson. Dr. Sandes, Esq. D. Smith, Esq. Lieutenant Gavin Lieutenant Denby. D. B. Gordon, Esq. M. Kennedy, Esq. W. McCullough, Esq. Qr.-Mr. Symington. — [956, 1085, 1086, 1135]
easter-to: (To the Editor of the Evening Star.) — [974, 682, 1068, 690]
race-report: Matlock did not turn up. Mr Casey got the horses away together, Golden Crown leading, and the Tauranga horse last, as Tanner was evidently holding him in. The Crown kept the lead all the time, and won by several lengths. Vengeance never showing up to a little the first round. The winner ran so strong that the jockey was unable to haul him up, and he did an additional round before being pulled up. Betting was 2 to 1 on Bundrass ; Vengeance was hardly mentioned in the betting. — [671, 712, 802, 803]
news-wilmott: Lottie Wilmott was summoned to appear at the Court, Newcastle, for returning on 'Forbidden Fruit' in the theatre on Sunday night. The case excited great interest. The same lecture had been delivered in Sydney without any interference. The case was, however, dismissed after a prolonged hearing and much discussion. — [956, 358, 1086, 415]
news-race-day: There was a very good attendance on the course, and before the starting of the first race the crowd amused themselves discussing the points of the horses in the saddling paddocks, and trying their luck at the totalisator, and wheels of fortune, of which there were four or five on the ground. His Worship the Mayor officiated as judge, Mr Casey as starter, and Mr Wells efficiently performed the functions of clerk of the course. The grand stand was but poorly patronised. At 12.30 the bell rung for the first race, which was the — [671, 300, 802, 399]
calograms-subheading: (Reuter's Special to Association.) — [526, 657, 624, 665]
prize-row — [816, 782, 941, 790]
soiree-heading: Anniversary Soiree. — [849, 843, 908, 851]
prize-winner: Cochrane — [817, 772, 842, 780]
result-row — [494, 400, 657, 408]
divider — [34, 202, 163, 203]
prize-row — [816, 724, 941, 732]
news-carbine-ball: The complimentary ball to the Carbine Champion and the Thames shootists at the late Nelson meeting will take place this evening at the Academy of Music. A large number of tickets have been sold, and a very pleasant evening is anticipated. — [176, 785, 306, 835]
ball-heading: A BALL, — [982, 1017, 1061, 1040]
paeroa-signature: R. ONYON. — [130, 616, 164, 624]
father-murders-heading: A Father murders Son and Daughter. — [973, 269, 1070, 289]
news-magistrate: At the Magistrate's Court this morning Wakeford, proprietor of the Bank Hotel, was fined £5 for selling spirituous liquors to a student during the young Scott's walk. — [318, 923, 479, 947]
school-heading: Thames High School. — [198, 52, 285, 86]
prize-row — [816, 733, 941, 741]
news-reception: Ever since the afternoon when the news was flashed along the wires that Petty Officer Thomas, of our Naval Brigade, had won laurels for this district by winning the Carbine Champion Belt of the Colony, preparations have been going on to give him and his brothers in arms a befitting reception. When it was ascertained that the representatives would arrived by last night night's boat, Major Murray ordered a general turn out of the volunteers to receive the men who had so well maintained the prestige of the district. At about eight o'clock in response to the call of the Major there was a large muster of our citizen soldiery at the Bank of New Zealand corner, the Navals being predominant. The Fire Brigades had kindly offered their services as torch-bearers, and when the procession moved off towards the wharf the flickering torchlights falling on the gay uniforms and lighting up the streets and footpaths had a very pretty effect. The total muster must have been fully 350, and the following officers were present :—Major Murray, Adjutant Schofield, Instructor Grant, Capts. Watson, Farrell, Savage, Lieuts. Coney, Barlow, Denby, Brownlee, Douglas, Perry, White, and Gibbons. Superintendent Hollis and Captain Pearce commanded the Fire Brigade contingent. — [671, 859, 802, 1091]
tide-cell: 18–Thursday — [35, 994, 82, 1003]
news-afghanistan: The malcontents, the Ghilzais, are known to be organising, and threaten to attempt to drive our forces from Shirpur. — [491, 986, 659, 1002]
paper-nameplate: Evening Star. — [192, 287, 290, 342]
news-read-remanded: Henry Thomas Read, ex Librarian of the Timaru Mechanics' Institute, was remanded to-day to await transfer to Victoria on a charge of embezzling the funds of the Building Society at Warrnambool, where he was Town Clerk. His identity was fully proved by a Constable from Warrnambool. Bail was refused. — [491, 66, 659, 115]
paper-title: THE EVENING STAR. — [489, 9, 631, 24]
